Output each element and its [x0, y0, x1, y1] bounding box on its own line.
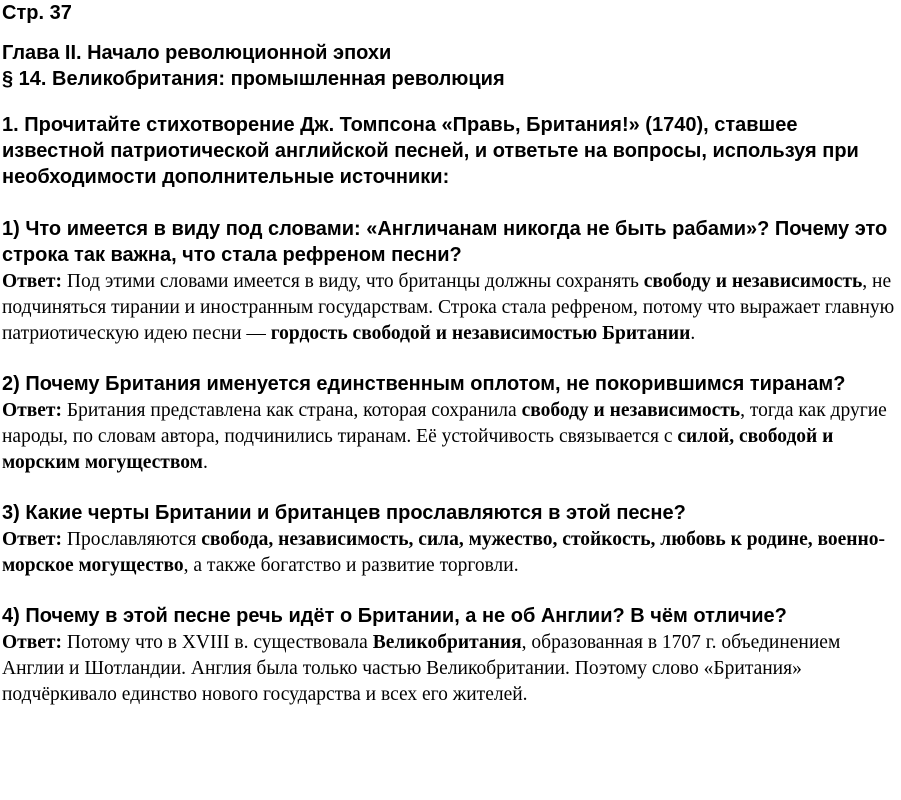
answer-run-bold: Великобритания [372, 632, 522, 653]
section-title: § 14. Великобритания: промышленная революция [2, 68, 505, 90]
chapter-title: Глава II. Начало революционной эпохи [2, 42, 392, 64]
answer-text [2, 527, 901, 579]
answer-text [2, 269, 901, 347]
answer-run: , образованная в 1707 г. объединением Англии и Шотландии. Англия была только частью Великобритании. Поэтому слово «Британия» подчёркивало единство нового государства и всех его жителей. [2, 632, 841, 705]
answer-run-bold: свободу и независимость [521, 400, 741, 421]
answer-run: Потому что в XVIII в. существовала [62, 632, 373, 653]
answer-run-bold: силой, свободой и морским могуществом [2, 426, 834, 473]
question-block [2, 500, 901, 579]
answer-run: Под этими словами имеется в виду, что британцы должны сохранять [62, 271, 644, 292]
answer-label: Ответ: [2, 400, 63, 421]
answer-run-bold: гордость свободой и независимостью Британии [270, 323, 691, 344]
question-block [2, 216, 901, 347]
question-block [2, 603, 901, 708]
question-text: 4) Почему в этой песне речь идёт о Британии, а не об Англии? В чём отличие? [2, 605, 787, 627]
question-text: 1) Что имеется в виду под словами: «Англичанам никогда не быть рабами»? Почему это строка так важна, что стала рефреном песни? [2, 218, 888, 266]
page-number: Стр. 37 [2, 2, 72, 24]
answer-run: , не подчиняться тирании и иностранным государствам. Строка стала рефреном, потому что выражает главную патриотическую идею песни — [2, 271, 895, 344]
answer-run-bold: свободу и независимость [643, 271, 863, 292]
answer-text [2, 398, 901, 476]
answer-run: Прославляются [62, 529, 202, 550]
answer-label: Ответ: [2, 632, 63, 653]
task-text: 1. Прочитайте стихотворение Дж. Томпсона «Правь, Британия!» (1740), ставшее известной патриотической английской песней, и ответьте на вопросы, используя при необходимости дополнительные источники: [2, 114, 859, 188]
answer-run: Британия представлена как страна, которая сохранила [62, 400, 522, 421]
answer-run: . [690, 323, 696, 344]
answer-run: . [202, 452, 208, 473]
answer-run: , тогда как другие народы, по словам автора, подчинились тиранам. Её устойчивость связывается с [2, 400, 887, 447]
answer-label: Ответ: [2, 271, 63, 292]
question-block [2, 371, 901, 476]
answer-run-bold: свобода, независимость, сила, мужество, стойкость, любовь к родине, военно-морское могущество [2, 529, 886, 576]
answer-label: Ответ: [2, 529, 63, 550]
question-text: 2) Почему Британия именуется единственным оплотом, не покорившимся тиранам? [2, 373, 846, 395]
answer-text [2, 630, 901, 708]
answer-run: , а также богатство и развитие торговли. [183, 555, 519, 576]
question-text: 3) Какие черты Британии и британцев прославляются в этой песне? [2, 502, 686, 524]
